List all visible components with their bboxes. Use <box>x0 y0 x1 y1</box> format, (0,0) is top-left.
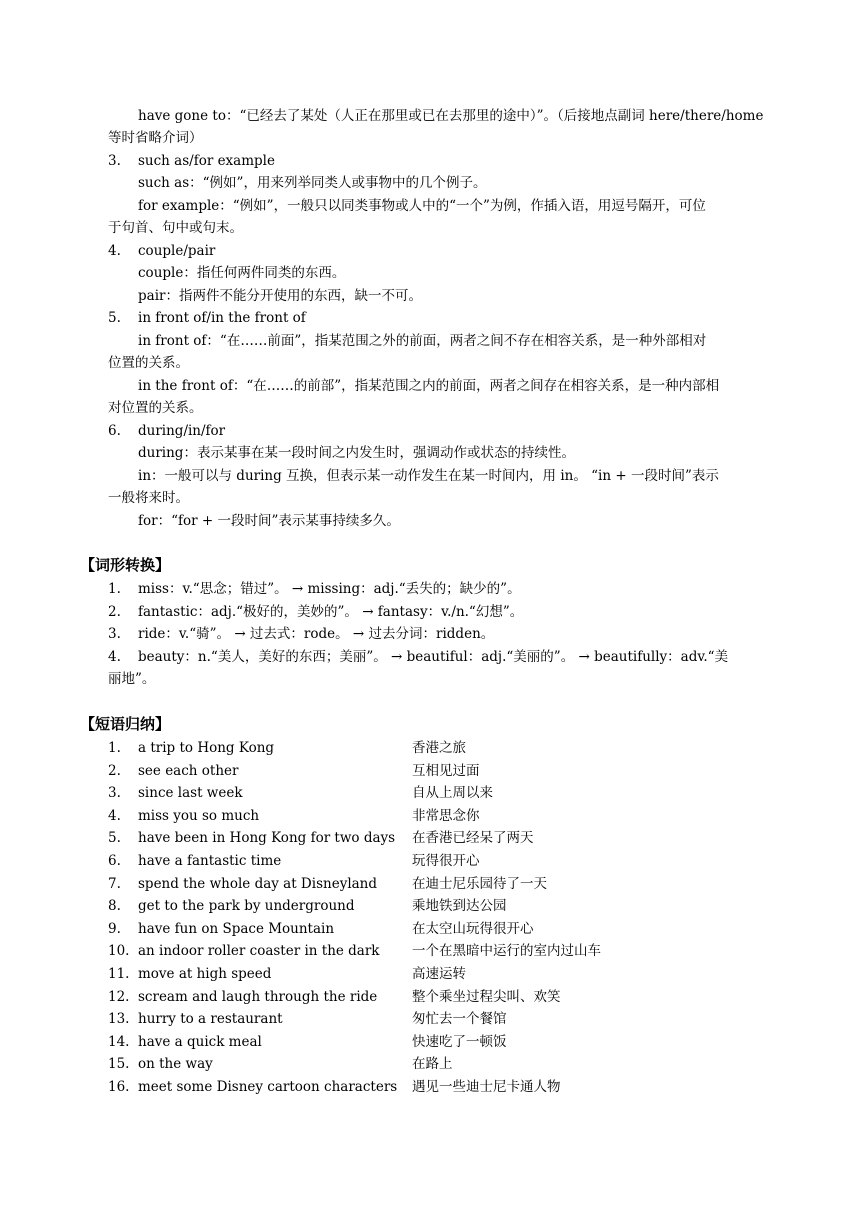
usage-line: 于句首、句中或句末。 <box>108 220 243 236</box>
usage-item-title: in front of/in the front of <box>138 310 306 326</box>
usage-item-number: 5. <box>108 310 121 326</box>
phrase-number: 9. <box>108 921 121 937</box>
usage-item-number: 6. <box>108 423 121 439</box>
phrase-chinese: 乘地铁到达公园 <box>412 898 507 914</box>
phrase-english: move at high speed <box>138 966 272 982</box>
word-form-text: fantastic：adj.“极好的，美妙的”。 → fantasy：v./n.“幻想”。 <box>138 604 524 620</box>
phrase-chinese: 在路上 <box>412 1056 453 1072</box>
usage-line: 一般将来时。 <box>108 490 189 506</box>
phrase-english: get to the park by underground <box>138 898 355 914</box>
phrase-chinese: 香港之旅 <box>412 740 466 756</box>
phrase-number: 15. <box>108 1056 130 1072</box>
phrase-chinese: 整个乘坐过程尖叫、欢笑 <box>412 989 561 1005</box>
usage-line: 对位置的关系。 <box>108 400 203 416</box>
usage-line: pair：指两件不能分开使用的东西，缺一不可。 <box>138 288 422 304</box>
phrase-english: scream and laugh through the ride <box>138 989 378 1005</box>
usage-line: in the front of：“在……的前部”，指某范围之内的前面，两者之间存在相容关系，是一种内部相 <box>138 378 720 394</box>
phrase-english: hurry to a restaurant <box>138 1011 283 1027</box>
usage-item-number: 4. <box>108 243 121 259</box>
phrase-chinese: 在太空山玩得很开心 <box>412 921 534 937</box>
phrase-chinese: 玩得很开心 <box>412 853 480 869</box>
phrase-english: meet some Disney cartoon characters <box>138 1079 398 1095</box>
phrase-number: 14. <box>108 1034 130 1050</box>
word-form-number: 1. <box>108 581 121 597</box>
phrase-english: see each other <box>138 763 239 779</box>
phrase-chinese: 互相见过面 <box>412 763 480 779</box>
phrase-english: miss you so much <box>138 808 260 824</box>
phrase-chinese: 遇见一些迪士尼卡通人物 <box>412 1079 561 1095</box>
phrase-chinese: 一个在黑暗中运行的室内过山车 <box>412 943 601 959</box>
phrase-chinese: 匆忙去一个餐馆 <box>412 1011 507 1027</box>
phrase-chinese: 在香港已经呆了两天 <box>412 830 534 846</box>
usage-line: for：“for + 一段时间”表示某事持续多久。 <box>138 513 400 529</box>
phrase-number: 2. <box>108 763 121 779</box>
usage-line: during：表示某事在某一段时间之内发生时，强调动作或状态的持续性。 <box>138 445 575 461</box>
phrase-english: since last week <box>138 785 243 801</box>
phrase-chinese: 非常思念你 <box>412 808 480 824</box>
phrase-number: 8. <box>108 898 121 914</box>
phrase-number: 5. <box>108 830 121 846</box>
usage-line: in front of：“在……前面”，指某范围之外的前面，两者之间不存在相容关系，是一种外部相对 <box>138 333 707 349</box>
phrases-heading: 【短语归纳】 <box>80 715 171 733</box>
usage-line: in：一般可以与 during 互换，但表示某一动作发生在某一时间内，用 in。 “in + 一段时间”表示 <box>138 468 719 484</box>
usage-line: 位置的关系。 <box>108 355 189 371</box>
word-forms-heading: 【词形转换】 <box>80 556 171 574</box>
usage-line: for example：“例如”，一般只以同类事物或人中的“一个”为例，作插入语，用逗号隔开，可位 <box>138 198 706 214</box>
phrase-chinese: 高速运转 <box>412 966 466 982</box>
phrase-english: on the way <box>138 1056 213 1072</box>
usage-item-title: couple/pair <box>138 243 216 259</box>
phrase-number: 13. <box>108 1011 130 1027</box>
phrase-chinese: 在迪士尼乐园待了一天 <box>412 876 547 892</box>
phrase-english: have fun on Space Mountain <box>138 921 335 937</box>
usage-item-number: 3. <box>108 153 121 169</box>
word-form-number: 3. <box>108 626 121 642</box>
phrase-number: 12. <box>108 989 130 1005</box>
usage-item-title: such as/for example <box>138 153 275 169</box>
phrase-english: have a fantastic time <box>138 853 282 869</box>
phrase-chinese: 自从上周以来 <box>412 785 493 801</box>
word-form-number: 2. <box>108 604 121 620</box>
phrase-number: 7. <box>108 876 121 892</box>
usage-line: 等时省略介词） <box>108 130 203 146</box>
word-form-number: 4. <box>108 649 121 665</box>
word-form-text: miss：v.“思念；错过”。 → missing：adj.“丢失的；缺少的”。 <box>138 581 521 597</box>
phrase-english: have a quick meal <box>138 1034 262 1050</box>
usage-line: have gone to：“已经去了某处（人正在那里或已在去那里的途中）”。（后接地点副词 here/there/home <box>138 108 764 124</box>
phrase-number: 1. <box>108 740 121 756</box>
phrase-chinese: 快速吃了一顿饭 <box>412 1034 507 1050</box>
word-form-text-cont: 丽地”。 <box>108 671 156 687</box>
phrase-english: an indoor roller coaster in the dark <box>138 943 380 959</box>
word-form-text: ride：v.“骑”。 → 过去式：rode。 → 过去分词：ridden。 <box>138 626 495 642</box>
phrase-english: a trip to Hong Kong <box>138 740 275 756</box>
phrase-english: have been in Hong Kong for two days <box>138 830 396 846</box>
phrase-number: 6. <box>108 853 121 869</box>
word-form-text: beauty：n.“美人，美好的东西；美丽”。 → beautiful：adj.“美丽的”。 → beautifully：adv.“美 <box>138 649 729 665</box>
phrase-number: 3. <box>108 785 121 801</box>
phrase-number: 10. <box>108 943 130 959</box>
usage-line: such as：“例如”，用来列举同类人或事物中的几个例子。 <box>138 175 487 191</box>
usage-line: couple：指任何两件同类的东西。 <box>138 265 346 281</box>
phrase-english: spend the whole day at Disneyland <box>138 876 378 892</box>
phrase-number: 4. <box>108 808 121 824</box>
phrase-number: 11. <box>108 966 130 982</box>
usage-item-title: during/in/for <box>138 423 226 439</box>
phrase-number: 16. <box>108 1079 130 1095</box>
